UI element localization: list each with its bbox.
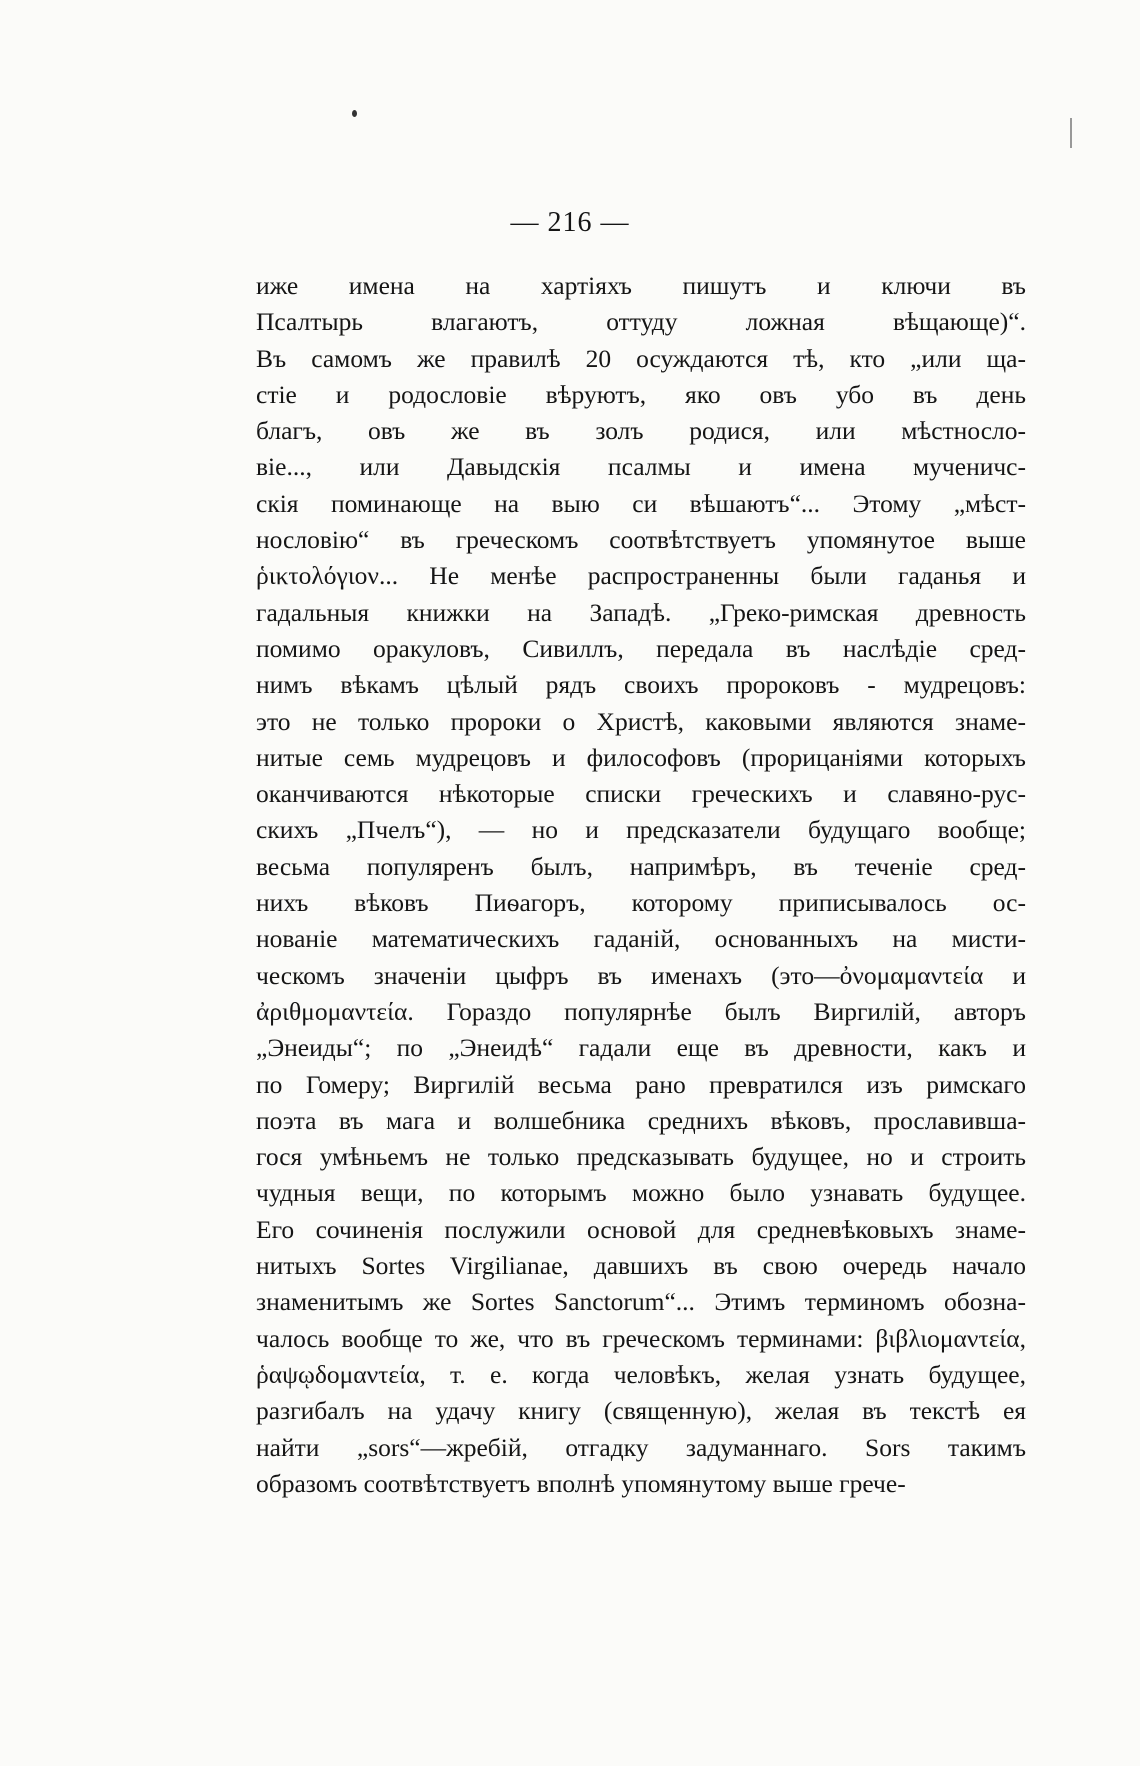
text-line: нихъ вѣковъ Пиѳагоръ, которому приписывалось ос- [256,888,1026,918]
text-line: знаменитымъ же Sortes Sanctorum“... Этимъ терминомъ обозна- [256,1287,1026,1317]
text-line: иже имена на хартіяхъ пишутъ и ключи въ [256,271,1026,300]
text-line: чудныя вещи, по которымъ можно было узнавать будущее. [256,1178,1026,1208]
text-line: оканчиваются нѣкоторые списки греческихъ и славяно-рус- [256,779,1026,809]
text-line: благъ, овъ же въ золъ родися, или мѣстносло- [256,416,1026,446]
text-line: это не только пророки о Христѣ, каковыми являются знаме- [256,706,1026,736]
text-line: гадальныя книжки на Западѣ. „Греко-римская древность [256,597,1026,627]
ink-speck [352,110,357,117]
text-line: весьма популяренъ былъ, напримѣръ, въ теченіе сред- [256,851,1026,881]
text-line: нословію“ въ греческомъ соотвѣтствуетъ упомянутое выше [256,525,1026,555]
text-line: віе..., или Давыдскія псалмы и имена мученичс- [256,452,1026,482]
text-line: Его сочиненія послужили основой для средневѣковыхъ знаме- [256,1214,1026,1244]
page-number: — 216 — [510,207,630,238]
text-line: поэта въ мага и волшебника среднихъ вѣковъ, прославивша- [256,1105,1026,1135]
text-line: Псалтырь влагаютъ, оттуду ложная вѣщающе)“. [256,307,1026,337]
text-line: нованіе математическихъ гаданій, основанныхъ на мисти- [256,924,1026,954]
text-line: скія поминающе на выю си вѣшаютъ“... Этому „мѣст- [256,488,1026,518]
text-line: Въ самомъ же правилѣ 20 осуждаются тѣ, кто „или ща- [256,343,1026,373]
text-line: стіе и родословіе вѣруютъ, яко овъ убо въ день [256,379,1026,409]
text-line: ῥικτολόγιον... Не менѣе распространенны были гаданья и [256,561,1026,591]
text-line: образомъ соотвѣтствуетъ вполнѣ упомянутому выше грече- [256,1468,906,1498]
text-line: найти „sors“—жребій, отгадку задуманнаго. Sors такимъ [256,1432,1026,1462]
text-line: скихъ „Пчелъ“), — но и предсказатели будущаго вообще; [256,815,1026,845]
text-line: нимъ вѣкамъ цѣлый рядъ своихъ пророковъ - мудрецовъ: [256,670,1026,700]
text-line: ἀριθμομαντεία. Гораздо популярнѣе былъ Виргилій, авторъ [256,996,1026,1026]
text-line: нитыхъ Sortes Virgilianae, давшихъ въ свою очередь начало [256,1251,1026,1281]
text-line: „Энеиды“; по „Энеидѣ“ гадали еще въ древности, какъ и [256,1033,1026,1063]
text-body [256,268,1026,1502]
text-line: помимо оракуловъ, Сивиллъ, передала въ наслѣдіе сред- [256,633,1026,663]
text-line: разгибалъ на удачу книгу (священную), желая въ текстѣ ея [256,1396,1026,1426]
page-edge-mark [1070,118,1072,148]
text-line: гося умѣньемъ не только предсказывать будущее, но и строить [256,1142,1026,1172]
text-line: ῥαψῳδομαντεία, т. е. когда человѣкъ, желая узнать будущее, [256,1359,1026,1389]
text-line: ческомъ значеніи цыфръ въ именахъ (это—ὀνομαμαντεία и [256,960,1026,990]
text-line: нитые семь мудрецовъ и философовъ (прорицаніями которыхъ [256,742,1026,772]
text-line: по Гомеру; Виргилій весьма рано превратился изъ римскаго [256,1069,1026,1099]
text-line: чалось вообще то же, что въ греческомъ терминами: βιβλιομαντεία, [256,1323,1026,1353]
